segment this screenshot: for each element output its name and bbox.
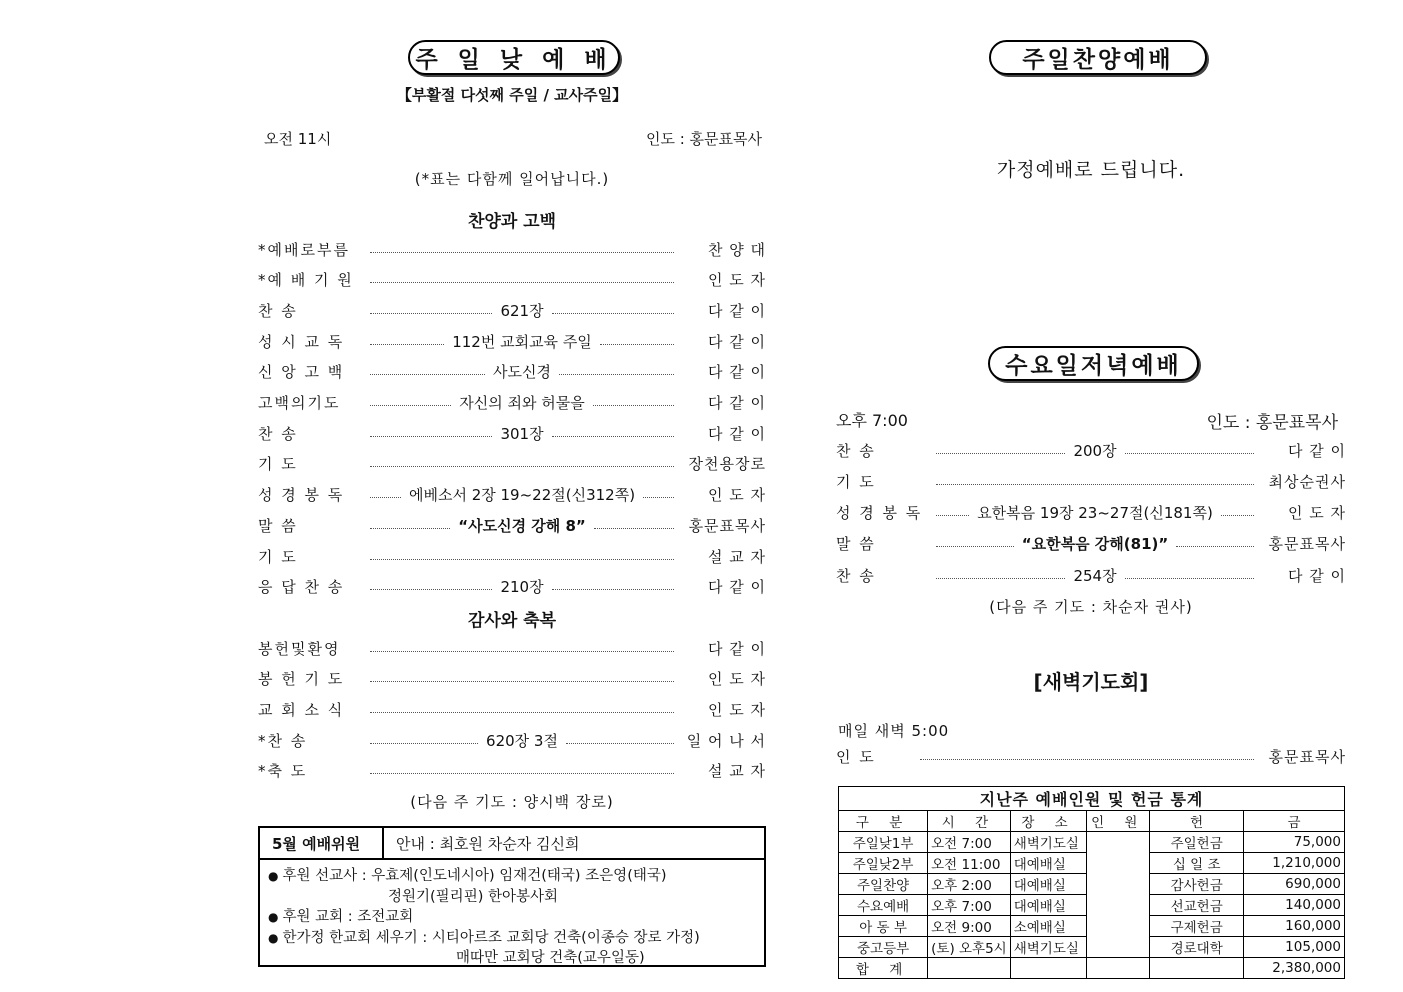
order-row (836, 501, 1346, 525)
leader-dots (1221, 515, 1254, 516)
leader-dots (370, 681, 674, 682)
stats-category: 합 계 (839, 958, 928, 979)
order-row (258, 636, 766, 660)
stats-category: 주일낮2부 (839, 853, 928, 874)
stats-place: 새벽기도실 (1010, 832, 1087, 853)
leader-dots (552, 313, 674, 314)
service-time: 오전 11시 (264, 130, 332, 148)
order-item-label: 성 시 교 독 (258, 332, 345, 351)
stats-time: 오후 2:00 (928, 874, 1011, 895)
leader-dots (643, 497, 674, 498)
order-row (258, 513, 766, 537)
stats-time: 오후 7:00 (928, 895, 1011, 916)
order-item-person: 인 도 자 (707, 271, 766, 290)
order-item-person: 설 교 자 (707, 762, 766, 781)
order-item-person: 일 어 나 서 (686, 731, 766, 750)
order-row (258, 237, 766, 261)
stats-category: 주일낮1부 (839, 832, 928, 853)
leader-dots (1125, 578, 1254, 579)
dawn-prayer-time: 매일 새벽 5:00 (838, 722, 950, 740)
stats-attendance (1087, 832, 1150, 958)
wednesday-time: 오후 7:00 (836, 411, 908, 430)
order-row (258, 575, 766, 599)
stats-category: 아 동 부 (839, 916, 928, 937)
order-row (836, 532, 1346, 556)
order-item-label: *예 배 기 원 (258, 271, 354, 290)
order-row (258, 391, 766, 415)
service-subtitle: 【부활절 다섯째 주일 / 교사주일】 (396, 86, 628, 104)
order-item-label: 기 도 (258, 455, 298, 474)
order-row (836, 438, 1346, 462)
order-item-detail: 621장 (500, 301, 544, 320)
stats-offering-type: 주일헌금 (1150, 832, 1244, 853)
next-week-prayer: (다음 주 기도 : 양시백 장로) (410, 793, 614, 811)
stats-time (928, 958, 1011, 979)
leader-dots (600, 344, 674, 345)
leader-dots (370, 651, 674, 652)
leader-dots (370, 528, 450, 529)
stats-offering-type: 십 일 조 (1150, 853, 1244, 874)
stats-category: 주일찬양 (839, 874, 928, 895)
header-category: 구 분 (839, 811, 928, 832)
stats-amount: 2,380,000 (1244, 958, 1345, 979)
order-item-detail: 112번 교회교육 주일 (452, 332, 592, 351)
stats-offering-type: 경로대학 (1150, 937, 1244, 958)
order-item-label: 고백의기도 (258, 394, 341, 412)
order-item-label: 응 답 찬 송 (258, 578, 345, 597)
leader-dots (1125, 453, 1254, 454)
order-row (258, 452, 766, 476)
leader-dots (370, 374, 485, 375)
stats-category: 중고등부 (839, 937, 928, 958)
dawn-prayer-title: [새벽기도회] (1033, 670, 1149, 694)
leader-dots (370, 589, 492, 590)
order-item-detail: 에베소서 2장 19~22절(신312쪽) (408, 486, 636, 505)
sunday-service-title: 주 일 낮 예 배 (408, 40, 620, 75)
order-item-label: 봉헌및환영 (258, 639, 341, 658)
leader-dots (936, 484, 1254, 485)
order-item-person: 인 도 자 (708, 486, 767, 505)
stats-offering-type: 구제헌금 (1150, 916, 1244, 937)
leader-dots (920, 759, 1254, 760)
order-row (258, 329, 766, 353)
order-item-detail: 210장 (500, 578, 544, 597)
order-row (258, 421, 766, 445)
leader-dots (370, 405, 451, 406)
stats-amount: 105,000 (1244, 937, 1345, 958)
leader-dots (566, 743, 674, 744)
dawn-leader-name: 홍문표목사 (1268, 747, 1346, 766)
order-item-label: 교 회 소 식 (258, 700, 345, 719)
order-item-person: 다 같 이 (707, 363, 766, 382)
order-item-label: 성 경 봉 독 (258, 486, 345, 505)
order-item-person: 인 도 자 (707, 670, 766, 689)
stats-amount: 75,000 (1244, 832, 1345, 853)
stats-attendance (1087, 958, 1150, 979)
order-item-label: 찬 송 (836, 566, 876, 585)
order-item-detail: 요한복음 19장 23~27절(신181쪽) (977, 504, 1213, 523)
header-attendance: 인 원 (1087, 811, 1150, 832)
attendance-offering-table (838, 786, 1345, 979)
ushers: 안내 : 최호원 차순자 김신희 (396, 834, 580, 853)
missionary-support: ● 후원 선교사 : 우효제(인도네시아) 임재건(태국) 조은영(태국) (268, 866, 756, 887)
leader-dots (370, 712, 674, 713)
order-item-person: 다 같 이 (1287, 441, 1346, 460)
order-row (258, 667, 766, 691)
order-item-detail: 200장 (1073, 441, 1117, 460)
order-item-person: 다 같 이 (707, 301, 766, 320)
order-row (258, 544, 766, 568)
order-item-label: 신 앙 고 백 (258, 363, 345, 382)
leader-dots (936, 515, 969, 516)
committee-month: 5월 예배위원 (260, 828, 384, 858)
order-item-label: *축 도 (258, 762, 308, 781)
order-row (258, 298, 766, 322)
leader-dots (936, 546, 1014, 547)
order-item-label: 말 씀 (836, 535, 876, 554)
family-worship-note: 가정예배로 드립니다. (996, 159, 1186, 181)
leader-dots (370, 497, 401, 498)
stats-place: 대예배실 (1010, 874, 1087, 895)
leader-dots (936, 453, 1065, 454)
dawn-leader-label: 인 도 (836, 747, 876, 766)
order-row (836, 563, 1346, 587)
order-item-label: 찬 송 (836, 441, 876, 460)
section-thanks-blessing: 감사와 축복 (467, 611, 557, 631)
section-praise-confession: 찬양과 고백 (467, 212, 557, 232)
order-item-person: 인 도 자 (1287, 504, 1346, 523)
order-item-person: 인 도 자 (707, 700, 766, 719)
stats-amount: 140,000 (1244, 895, 1345, 916)
standing-note: (*표는 다함께 일어납니다.) (414, 170, 610, 188)
order-item-detail: 620장 3절 (486, 731, 558, 750)
stats-time: (토) 오후5시 (928, 937, 1011, 958)
leader-dots (1176, 546, 1254, 547)
order-item-detail: “사도신경 강해 8” (458, 516, 586, 535)
stats-amount: 690,000 (1244, 874, 1345, 895)
order-item-person: 다 같 이 (708, 332, 767, 351)
stats-place: 대예배실 (1010, 853, 1087, 874)
dawn-prayer-leader-row (836, 744, 1346, 768)
stats-offering-type: 선교헌금 (1150, 895, 1244, 916)
leader-dots (370, 466, 674, 467)
leader-dots (370, 344, 444, 345)
order-row (258, 360, 766, 384)
order-row (258, 759, 766, 783)
stats-row (839, 958, 1345, 979)
order-item-detail: 자신의 죄와 허물을 (459, 394, 585, 412)
stats-place: 대예배실 (1010, 895, 1087, 916)
leader-dots (552, 436, 674, 437)
order-item-person: 다 같 이 (707, 424, 766, 443)
stats-amount: 1,210,000 (1244, 853, 1345, 874)
order-item-label: 기 도 (836, 472, 876, 491)
stats-amount: 160,000 (1244, 916, 1345, 937)
order-item-label: 성 경 봉 독 (836, 504, 923, 523)
order-item-person: 장천용장로 (688, 455, 766, 474)
order-item-detail: “요한복음 강해(81)” (1021, 535, 1169, 554)
leader-dots (936, 578, 1065, 579)
order-item-person: 설 교 자 (707, 547, 766, 566)
wednesday-service-title: 수요일저녁예배 (988, 346, 1199, 381)
stats-row (839, 832, 1345, 853)
missionary-support-cont: 정원기(필리핀) 한아봉사회 (388, 888, 558, 905)
header-offering-2: 금 (1244, 811, 1345, 832)
service-leader: 인도 : 홍문표목사 (645, 130, 762, 148)
sunday-praise-title: 주일찬양예배 (989, 40, 1207, 75)
leader-dots (593, 405, 674, 406)
order-item-label: 말 씀 (258, 516, 298, 535)
order-item-detail: 254장 (1073, 566, 1117, 585)
stats-category: 수요예배 (839, 895, 928, 916)
order-row (836, 469, 1346, 493)
order-item-detail: 301장 (500, 424, 544, 443)
order-row (258, 697, 766, 721)
stats-time: 오전 11:00 (928, 853, 1011, 874)
wednesday-next-prayer: (다음 주 기도 : 차순자 권사) (989, 598, 1193, 616)
order-item-label: *예배로부름 (258, 240, 350, 259)
order-item-person: 다 같 이 (707, 639, 766, 658)
order-item-label: 찬 송 (258, 301, 298, 320)
order-item-label: 봉 헌 기 도 (258, 670, 345, 689)
stats-time: 오전 7:00 (928, 832, 1011, 853)
church-support: ● 후원 교회 : 조전교회 (268, 907, 756, 928)
order-item-person: 홍문표목사 (1268, 535, 1346, 554)
church-planting: ● 한가정 한교회 세우기 : 시티아르조 교회당 건축(이종승 장로 가정) (268, 928, 756, 949)
order-item-label: 기 도 (258, 547, 298, 566)
wednesday-leader: 인도 : 홍문표목사 (1206, 413, 1338, 433)
church-planting-cont: 매따만 교회당 건축(교우일동) (456, 950, 645, 966)
stats-offering-type: 감사헌금 (1150, 874, 1244, 895)
order-item-detail: 사도신경 (493, 363, 551, 382)
order-item-person: 최상순권사 (1268, 472, 1346, 491)
order-item-person: 찬 양 대 (707, 240, 766, 259)
leader-dots (370, 773, 674, 774)
header-time: 시 간 (928, 811, 1011, 832)
leader-dots (370, 313, 492, 314)
order-row (258, 728, 766, 752)
stats-offering-type (1150, 958, 1244, 979)
worship-committee-box (258, 826, 766, 967)
leader-dots (552, 589, 674, 590)
order-row (258, 268, 766, 292)
leader-dots (370, 743, 478, 744)
leader-dots (370, 282, 674, 283)
header-offering-1: 헌 (1150, 811, 1244, 832)
leader-dots (559, 374, 674, 375)
order-row (258, 483, 766, 507)
stats-title: 지난주 예배인원 및 헌금 통계 (839, 787, 1345, 811)
order-item-label: *찬 송 (258, 731, 308, 750)
order-item-person: 다 같 이 (707, 394, 766, 412)
leader-dots (370, 559, 674, 560)
stats-time: 오전 9:00 (928, 916, 1011, 937)
stats-place: 새벽기도실 (1010, 937, 1087, 958)
stats-place (1010, 958, 1087, 979)
order-item-label: 찬 송 (258, 424, 298, 443)
header-place: 장 소 (1010, 811, 1087, 832)
order-item-person: 다 같 이 (1287, 566, 1346, 585)
stats-place: 소예배실 (1010, 916, 1087, 937)
order-item-person: 홍문표목사 (688, 516, 767, 535)
leader-dots (594, 528, 674, 529)
leader-dots (370, 252, 674, 253)
leader-dots (370, 436, 492, 437)
order-item-person: 다 같 이 (707, 578, 766, 597)
